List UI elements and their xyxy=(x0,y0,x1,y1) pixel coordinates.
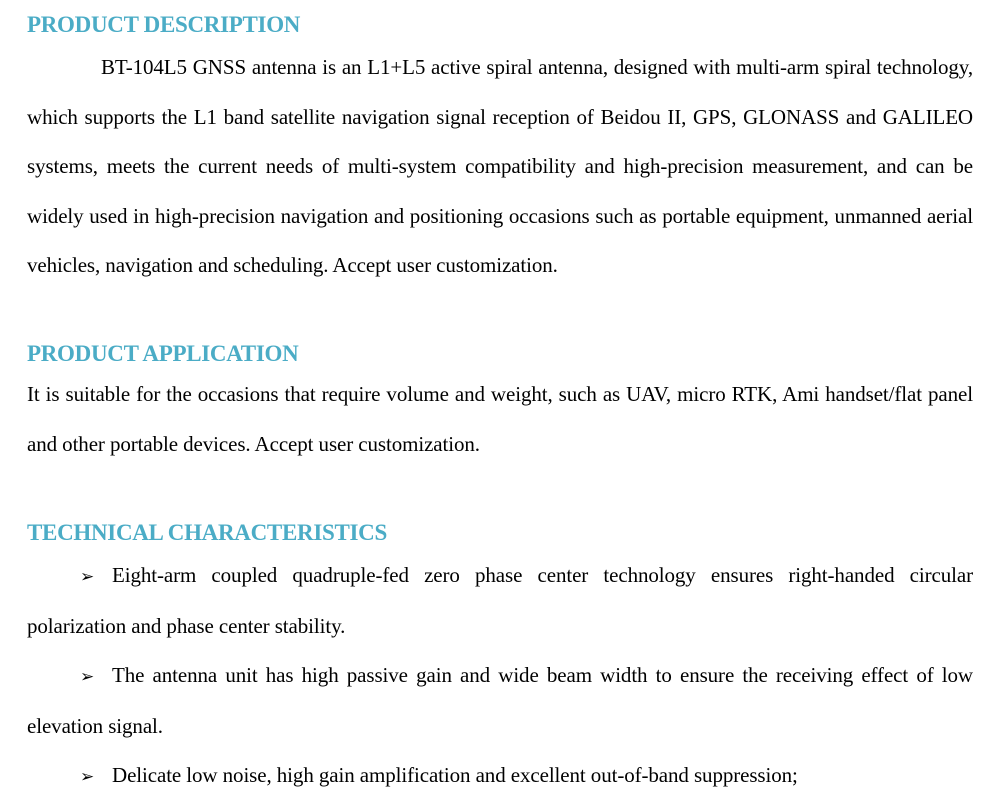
arrow-bullet-icon: ➢ xyxy=(80,567,95,587)
product-application-heading: PRODUCT APPLICATION xyxy=(27,341,299,366)
list-item-text: Delicate low noise, high gain amplification and excellent out-of-band suppression; xyxy=(112,763,798,787)
list-item xyxy=(27,551,973,651)
arrow-bullet-icon: ➢ xyxy=(80,767,95,787)
list-item-text: The antenna unit has high passive gain and wide beam width to ensure the receiving effect of low elevation signal. xyxy=(27,663,973,738)
product-application-text: It is suitable for the occasions that require volume and weight, such as UAV, micro RTK, Ami handset/flat panel and other portable devices. Accept user customization. xyxy=(27,382,973,456)
product-description-heading: PRODUCT DESCRIPTION xyxy=(27,12,301,37)
technical-characteristics-heading: TECHNICAL CHARACTERISTICS xyxy=(27,520,387,545)
technical-characteristics-list xyxy=(27,551,973,802)
list-item xyxy=(27,651,973,751)
product-description-text: BT-104L5 GNSS antenna is an L1+L5 active spiral antenna, designed with multi-arm spiral technology, which supports the L1 band satellite navigation signal reception of Beidou II, GPS, GLONASS and GALILEO systems, meets the current needs of multi-system compatibility and high-precision measurement, and can be widely used in high-precision navigation and positioning occasions such as portable equipment, unmanned aerial vehicles, navigation and scheduling. Accept user customization. xyxy=(27,55,973,277)
arrow-bullet-icon: ➢ xyxy=(80,667,95,687)
list-item-text: Eight-arm coupled quadruple-fed zero phase center technology ensures right-handed circular polarization and phase center stability. xyxy=(27,563,973,638)
list-item xyxy=(27,751,973,802)
